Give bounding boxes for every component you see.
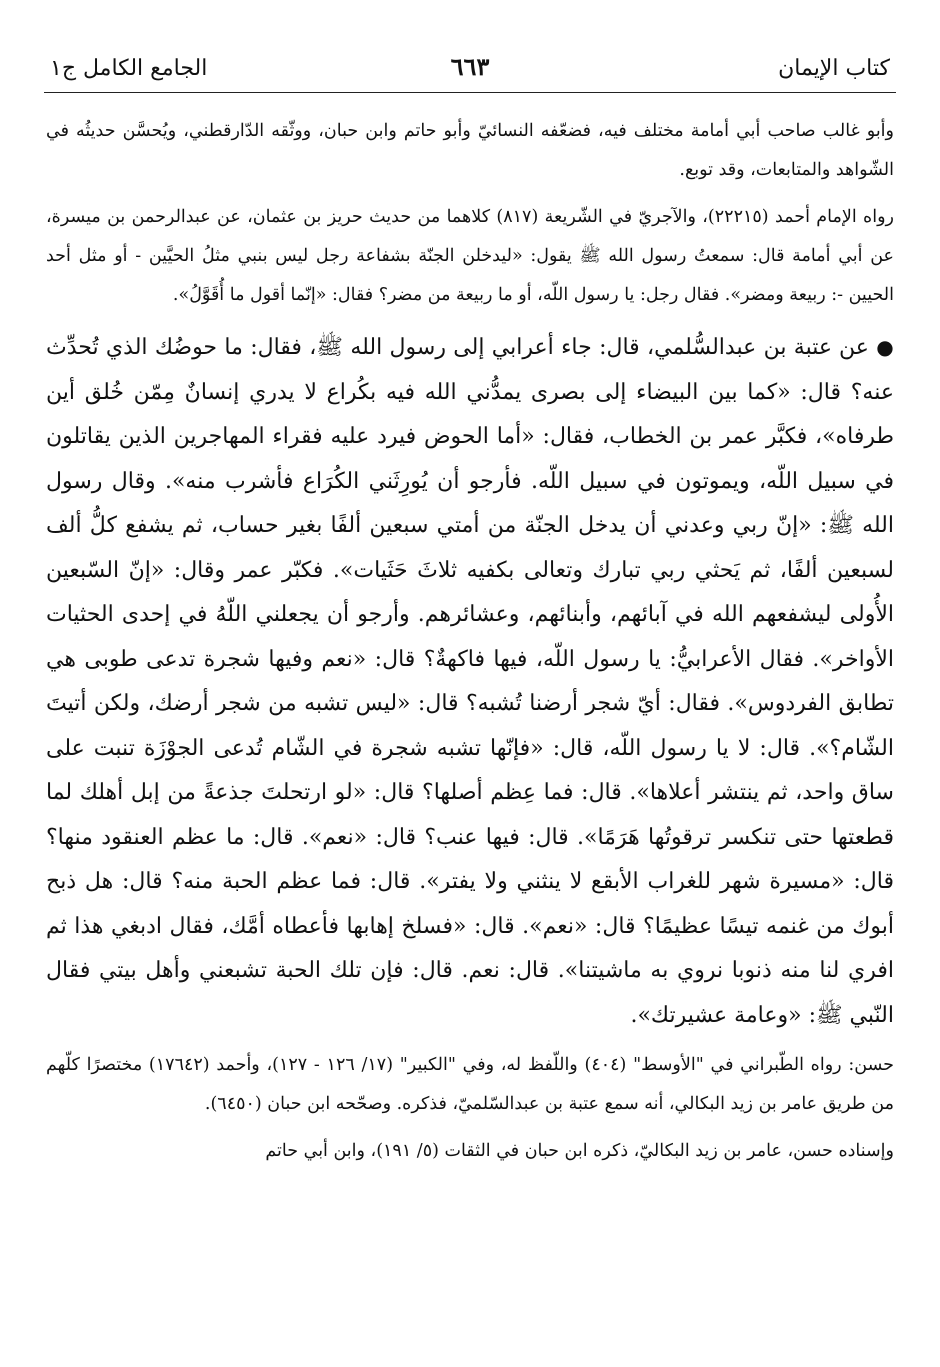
book-title: الجامع الكامل ج١: [50, 56, 208, 81]
chapter-title: كتاب الإيمان: [778, 56, 890, 81]
note-paragraph: وأبو غالب صاحب أبي أمامة مختلف فيه، فضعّفه النسائيّ وأبو حاتم وابن حبان، ووثّقه الدّارقطني، ويُحسَّن حديثُه في الشّواهد والمتابعات، وقد توبع.: [46, 121, 894, 180]
header-divider: [44, 92, 896, 93]
page-number: ٦٦٣: [450, 52, 490, 81]
hadith-text: عن عتبة بن عبدالسُّلمي، قال: جاء أعرابي إلى رسول الله ﷺ، فقال: ما حوضُك الذي تُحدِّث عنه؟ قال: «كما بين البيضاء إلى بصرى يمدُّني الله فيه بكُراع لا يدري إنسانٌ مِمّن خُلق أين طرفاه»، فكبَّر عمر بن الخطاب، فقال: «أما الحوض فيرد عليه فقراء المهاجرين الذين يقاتلون في سبيل اللّه، ويموتون في سبيل اللّه. فأرجو أن يُورِثَني الكُرَاع فأشرب منه». وقال رسول الله ﷺ: «إنّ ربي وعدني أن يدخل الجنّة من أمتي سبعين ألفًا بغير حساب، ثم يشفع كلُّ ألف لسبعين ألفًا، ثم يَحثي ربي تبارك وتعالى بكفيه ثلاثَ حَثَيات». فكبّر عمر وقال: «إنّ السّبعين الأُولى ليشفعهم الله في آبائهم، وأبنائهم، وعشائرهم. وأرجو أن يجعلني اللّهُ في إحدى الحثيات الأواخر». فقال الأعرابيُّ: يا رسول اللّه، فيها فاكهةٌ؟ قال: «نعم وفيها شجرة تدعى طوبى هي تطابق الفردوس». فقال: أيّ شجر أرضنا تُشبه؟ قال: «ليس تشبه من شجر أرضك، ولكن أتيتَ الشّام؟». قال: لا يا رسول اللّه، قال: «فإنّها تشبه شجرة في الشّام تُدعى الجوْزَة تنبت على ساق واحد، ثم ينتشر أعلاها». قال: فما عِظم أصلها؟ قال: «لو ارتحلتَ جذعةً من إبل أهلك لما قطعتها حتى تنكسر ترقوتُها هَرَمًا». قال: فيها عنب؟ قال: «نعم». قال: ما عظم العنقود منها؟ قال: «مسيرة شهر للغراب الأبقع لا ينثني ولا يفتر». قال: فما عظم الحبة منه؟ قال: هل ذبح أبوك من غنمه تيسًا عظيمًا؟ قال: «نعم». قال: «فسلخ إهابها فأعطاه أمَّك، فقال ادبغي هذا ثم افري لنا منه ذنوبا نروي به ماشيتنا». قال: نعم. قال: فإن تلك الحبة تشبعني وأهل بيتي فقال النّبي ﷺ: «وعامة عشيرتك».: [46, 335, 894, 1028]
page-body: [46, 112, 894, 1171]
note-paragraph: حسن: رواه الطّبراني في "الأوسط" (٤٠٤) واللّفظ له، وفي "الكبير" (١٧/ ١٢٦ - ١٢٧)، وأحمد (١٧٦٤٢) مختصرًا كلّهم من طريق عامر بن زيد البكالي، أنه سمع عتبة بن عبدالسّلميّ، فذكره. وصحّحه ابن حبان (٦٤٥٠).: [46, 1055, 894, 1114]
hadith-paragraph: [46, 325, 894, 1038]
note-paragraph: رواه الإمام أحمد (٢٢٢١٥)، والآجريّ في الشّريعة (٨١٧) كلاهما من حديث حريز بن عثمان، عن عبدالرحمن بن ميسرة، عن أبي أمامة قال: سمعتُ رسول الله ﷺ يقول: «ليدخلن الجنّة بشفاعة رجل ليس بنبي مثلُ الحيَّين - أو مثل أحد الحيين -: ربيعة ومضر». فقال رجل: يا رسول اللّه، أو ما ربيعة من مضر؟ فقال: «إنّما أقول ما أُقَوَّلُ».: [46, 207, 894, 305]
note-paragraph: وإسناده حسن، عامر بن زيد البكاليّ، ذكره ابن حبان في الثقات (٥/ ١٩١)، وابن أبي حاتم: [265, 1141, 894, 1161]
page-header: [50, 50, 890, 90]
bullet-icon: ●: [876, 335, 895, 359]
